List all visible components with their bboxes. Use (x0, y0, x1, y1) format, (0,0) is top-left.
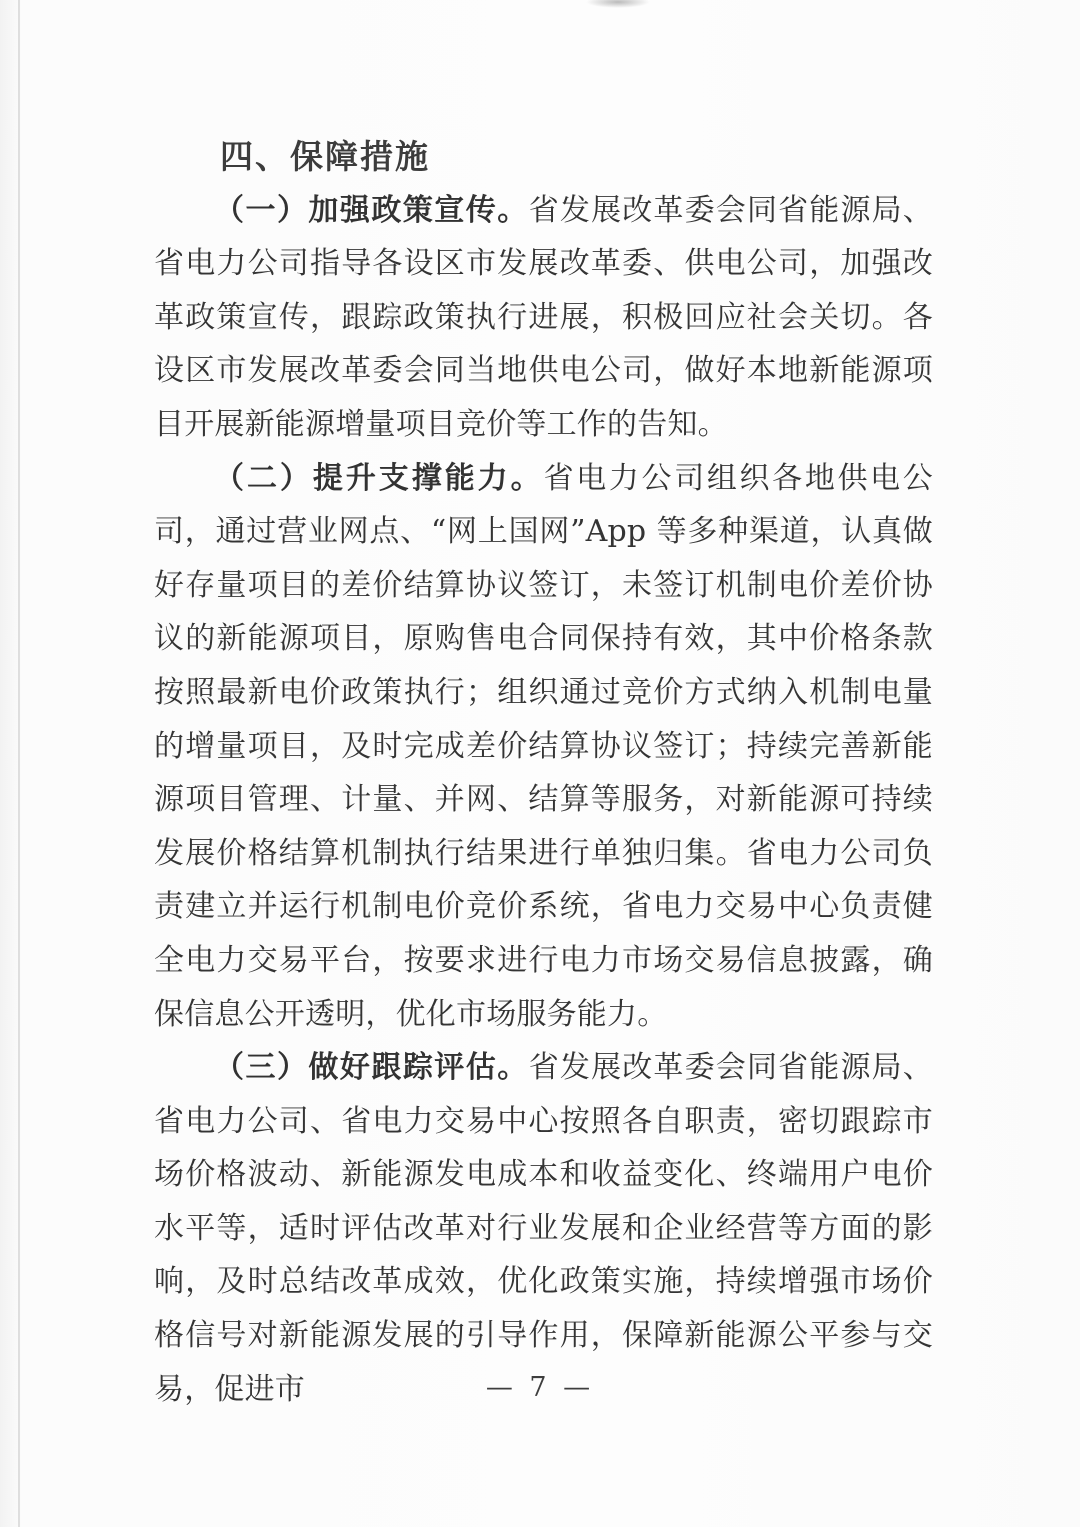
paragraph-support-capability (154, 452, 933, 1042)
paragraph-policy-publicity (154, 184, 933, 452)
scan-edge-artifact (18, 0, 20, 1527)
section-heading: 四、保障措施 (220, 138, 430, 175)
page-number: — 7 — (485, 1372, 595, 1403)
paragraph-text: 省发展改革委会同省能源局、省电力公司、省电力交易中心按照各自职责，密切跟踪市场价格波动、新能源发电成本和收益变化、终端用户电价水平等，适时评估改革对行业发展和企业经营等方面的影响，及时总结改革成效，优化政策实施，持续增强市场价格信号对新能源发展的引导作用，保障新能源公平参与交易，促进市 (154, 1050, 934, 1407)
paragraph-lead: （一）加强政策宣传。 (214, 192, 529, 228)
paragraph-tracking-evaluation (154, 1041, 933, 1416)
paragraph-text: 省发展改革委会同省能源局、省电力公司指导各设区市发展改革委、供电公司，加强改革政策宣传，跟踪政策执行进展，积极回应社会关切。各设区市发展改革委会同当地供电公司，做好本地新能源项目开展新能源增量项目竞价等工作的告知。 (154, 192, 934, 442)
paragraph-lead: （三）做好跟踪评估。 (214, 1050, 529, 1086)
scan-smudge-artifact (586, 0, 650, 8)
paragraph-text: 省电力公司组织各地供电公司，通过营业网点、“网上国网”App 等多种渠道，认真做好存量项目的差价结算协议签订，未签订机制电价差价协议的新能源项目，原购售电合同保持有效，其中价格条款按照最新电价政策执行；组织通过竞价方式纳入机制电量的增量项目，及时完成差价结算协议签订；持续完善新能源项目管理、计量、并网、结算等服务，对新能源可持续发展价格结算机制执行结果进行单独归集。省电力公司负责建立并运行机制电价竞价系统，省电力交易中心负责健全电力交易平台，按要求进行电力市场交易信息披露，确保信息公开透明，优化市场服务能力。 (154, 460, 934, 1032)
document-body (154, 130, 933, 1416)
paragraph-lead: （二）提升支撑能力。 (214, 460, 544, 496)
